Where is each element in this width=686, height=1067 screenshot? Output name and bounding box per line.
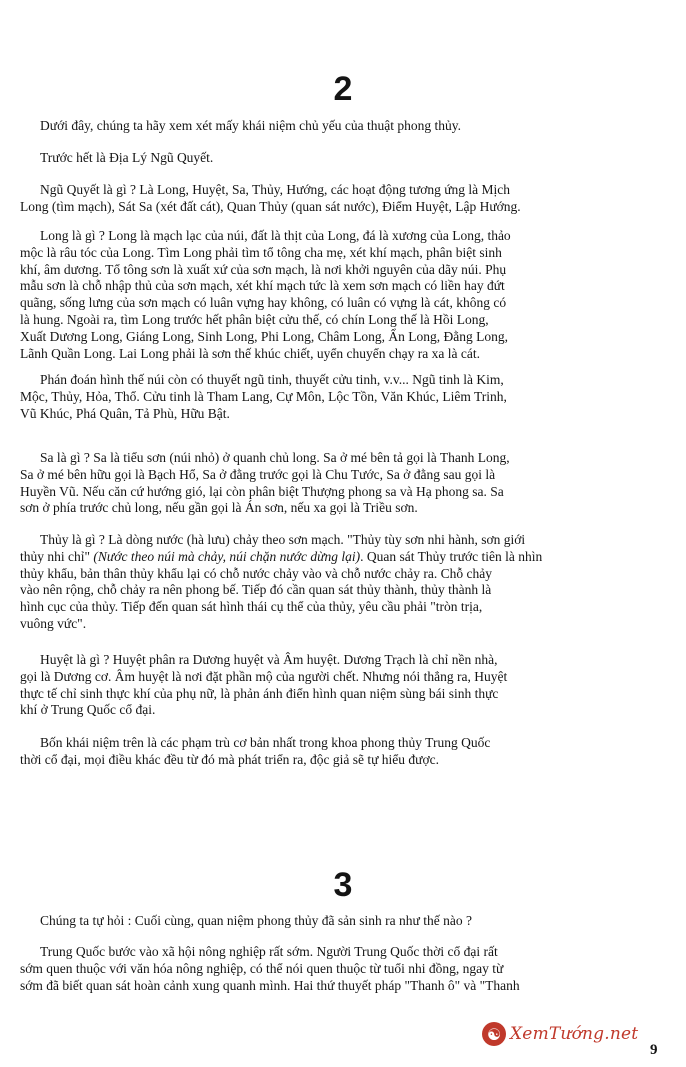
paragraph [20,944,676,994]
text-line: Bốn khái niệm trên là các phạm trù cơ bản nhất trong khoa phong thủy Trung Quốc [40,735,491,750]
text-line: thời cổ đại, mọi điều khác đều từ đó mà phát triển ra, độc giả sẽ tự hiểu được. [20,751,439,767]
text-line: vào nên rộng, chỗ chảy ra nên phong bế. Tiếp đó cần quan sát thủy thành, thủy thành là [20,582,492,598]
text-line: Vũ Khúc, Phá Quân, Tả Phù, Hữu Bật. [20,405,230,421]
text-line: quãng, sống lưng của sơn mạch có luân vựng hay không, có luân có vựng là cát, không có [20,295,507,311]
paragraph [20,652,676,719]
text-line: Sa là gì ? Sa là tiểu sơn (núi nhỏ) ở quanh chủ long. Sa ở mé bên tả gọi là Thanh Long, [40,450,510,465]
text-line: mẫu sơn là chỗ nhập thủ của sơn mạch, xét khí mạch tức là xem sơn mạch có liền hay đứt [20,278,505,294]
watermark-text: XemTướng.net [510,1024,639,1044]
section-number-2: 2 [333,70,353,108]
text-line: thực tế chỉ sinh thực khí của phụ nữ, là phản ánh điển hình quan niệm sùng bái sinh thực [20,685,499,701]
text-line: sơn ở phía trước chủ long, nếu gần gọi là Án sơn, nếu xa gọi là Triều sơn. [20,500,418,516]
paragraph [20,532,676,633]
page-number: 9 [650,1042,658,1058]
paragraph [20,450,676,517]
text-line: Huyền Vũ. Nếu căn cứ hướng gió, lại còn phân biệt Thượng phong sa và Hạ phong sa. Sa [20,483,504,499]
text-line: sớm quen thuộc với văn hóa nông nghiệp, có thể nói quen thuộc từ tuổi nhi đồng, ngay từ [20,960,504,976]
paragraph [20,372,676,422]
text-line: Trung Quốc bước vào xã hội nông nghiệp rất sớm. Người Trung Quốc thời cổ đại rất [40,944,498,959]
text-line: Trước hết là Địa Lý Ngũ Quyết. [40,150,214,165]
text-line: Chúng ta tự hỏi : Cuối cùng, quan niệm phong thủy đã sản sinh ra như thế nào ? [40,913,472,928]
paragraph [20,913,676,930]
text-line: gọi là Dương cơ. Âm huyệt là nơi đặt phần mộ của người chết. Nhưng nói thẳng ra, Huyệt [20,668,508,684]
section-number-3: 3 [333,866,353,904]
text-line: Dưới đây, chúng ta hãy xem xét mấy khái niệm chủ yếu của thuật phong thủy. [40,118,461,133]
text-line: thủy khẩu, bản thân thủy khẩu lại có chỗ nước chảy vào và chỗ nước chảy ra. Chỗ chảy [20,565,493,581]
text-line: Long là gì ? Long là mạch lạc của núi, đất là thịt của Long, đá là xương của Long, thảo [40,228,511,243]
paragraph [20,182,676,216]
text-line: Ngũ Quyết là gì ? Là Long, Huyệt, Sa, Thủy, Hướng, các hoạt động tương ứng là Mịch [40,182,511,197]
paragraph [20,118,676,135]
text-line: Sa ở mé bên hữu gọi là Bạch Hổ, Sa ở đằng trước gọi là Chu Tước, Sa ở đằng sau gọi là [20,466,496,482]
text-line: Phán đoán hình thế núi còn có thuyết ngũ tinh, thuyết cửu tinh, v.v... Ngũ tinh là Kim, [40,372,504,387]
italic-translation: (Nước theo núi mà chảy, núi chặn nước dừng lại) [93,548,361,564]
paragraph [20,735,676,769]
text-line: là hung. Ngoài ra, tìm Long trước hết phân biệt cửu thế, có chín Long thế là Hồi Long, [20,311,489,327]
text-line: Lãnh Quần Long. Lai Long phải là sơn thế khúc chiết, uyển chuyển chạy ra xa là cát. [20,345,480,361]
text-line: Xuất Dương Long, Giáng Long, Sinh Long, Phi Long, Châm Long, Ẩn Long, Đằng Long, [20,328,509,344]
text-line: khí ở Trung Quốc cổ đại. [20,702,156,718]
yin-yang-icon: ☯ [482,1022,506,1046]
text-line: mộc là râu tóc của Long. Tìm Long phải tìm tổ tông cha mẹ, xét khí mạch, phân biệt sinh [20,244,502,260]
text-line: vuông vức". [20,615,87,631]
text-line: Huyệt là gì ? Huyệt phân ra Dương huyệt và Âm huyệt. Dương Trạch là chỉ nền nhà, [40,652,498,667]
paragraph [20,228,676,362]
text-line: Mộc, Thủy, Hỏa, Thổ. Cửu tinh là Tham Lang, Cự Môn, Lộc Tồn, Văn Khúc, Liêm Trinh, [20,388,507,404]
paragraph [20,150,676,167]
text-line: Thủy là gì ? Là dòng nước (hà lưu) chảy theo sơn mạch. "Thủy tùy sơn nhi hành, sơn giới [40,532,526,547]
text-line: sớm đã biết quan sát hoàn cảnh xung quanh mình. Hai thứ thuyết pháp "Thanh ô" và "Thanh [20,977,520,993]
text-line: khí, âm dương. Tổ tông sơn là xuất xứ của sơn mạch, là nơi khởi nguyên của dãy núi. Phụ [20,261,507,277]
text-line: thủy nhi chỉ" (Nước theo núi mà chảy, núi chặn nước dừng lại). Quan sát Thủy trước tiên là nhìn [20,548,543,564]
text-line: Long (tìm mạch), Sát Sa (xét đất cát), Quan Thủy (quan sát nước), Điểm Huyệt, Lập Hướng. [20,198,521,214]
text-line: hình cục của thủy. Tiếp đến quan sát hình thái cụ thể của thủy, yêu cầu phải "tròn trịa, [20,599,483,615]
site-watermark [482,1020,638,1048]
